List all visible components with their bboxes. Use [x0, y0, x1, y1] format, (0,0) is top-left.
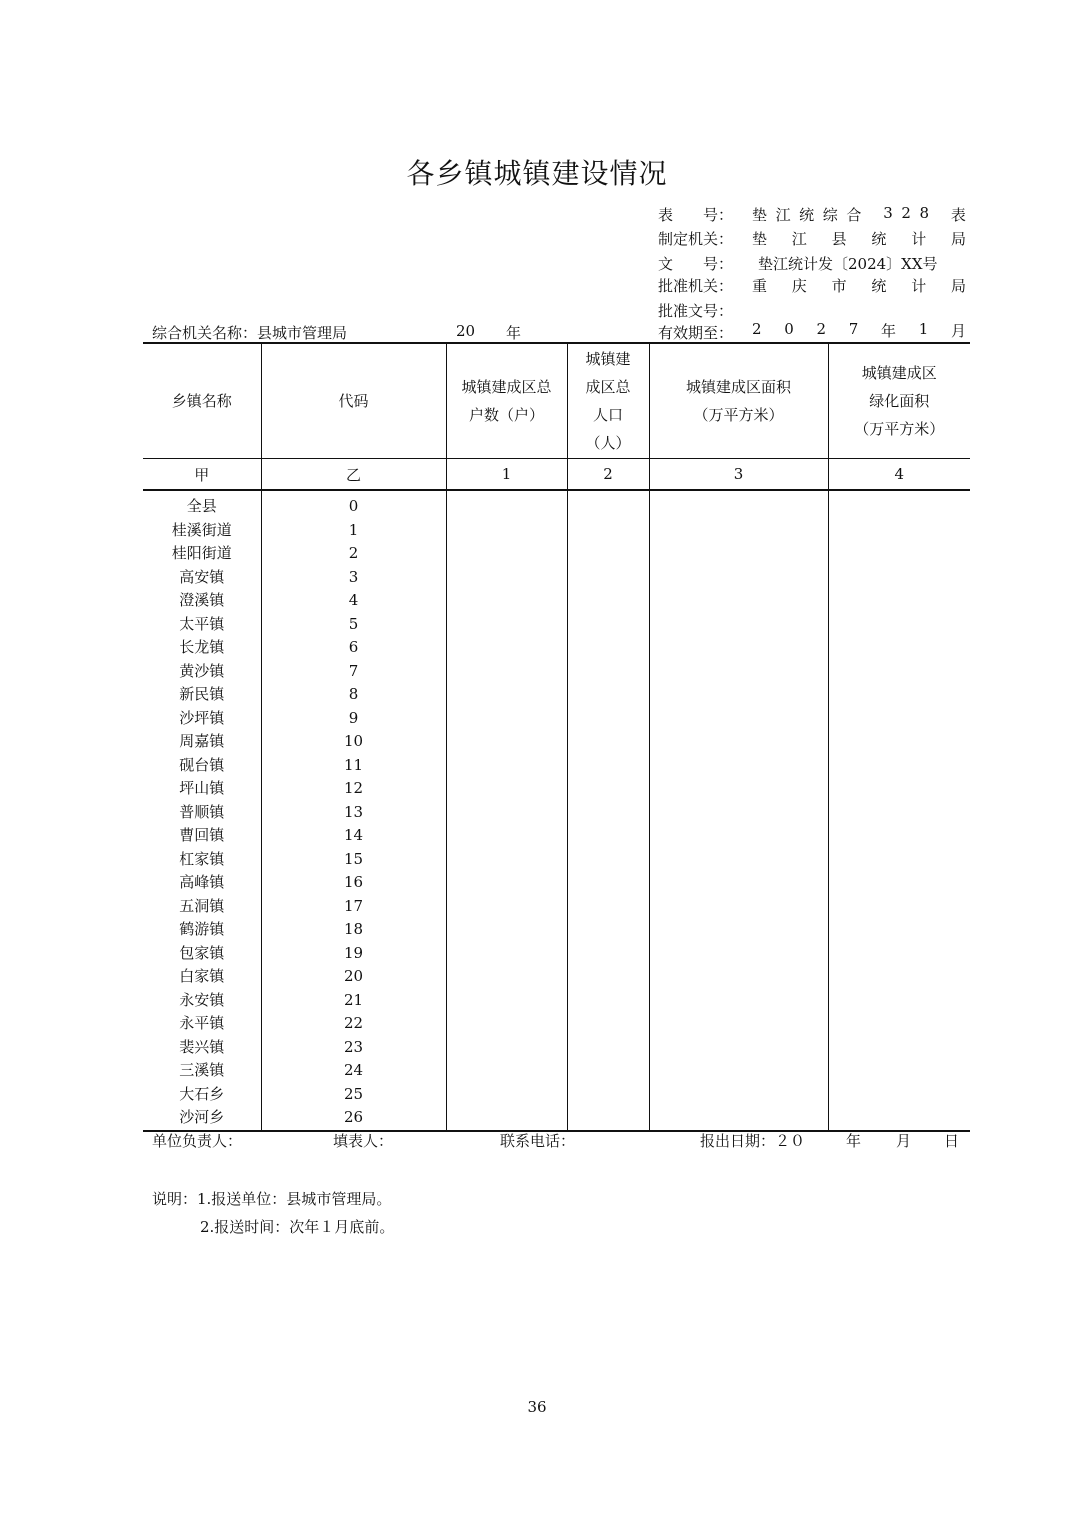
data-cell [649, 1083, 828, 1107]
header-line: 户数（户） [468, 406, 544, 424]
table-body [143, 490, 970, 1131]
data-cell [446, 566, 567, 590]
form-no-char: 江 [775, 206, 791, 224]
approver-label: 批准机关： [658, 277, 734, 295]
township-name: 永安镇 [179, 990, 225, 1009]
township-code: 17 [261, 895, 446, 919]
form-no-char: 2 [901, 204, 911, 222]
data-cell [446, 1012, 567, 1036]
note-line-2: 2.报送时间：次年１月底前。 [200, 1218, 395, 1236]
township-name: 砚台镇 [179, 755, 225, 774]
township-name: 鹤游镇 [179, 920, 225, 938]
data-cell [828, 754, 970, 778]
valid-char: 2 [816, 320, 827, 338]
data-cell [649, 989, 828, 1013]
township-name: 太平镇 [179, 614, 225, 633]
data-cell [828, 1059, 970, 1083]
data-cell [649, 490, 828, 519]
township-code: 24 [261, 1059, 446, 1083]
data-cell [828, 613, 970, 637]
header-line: 人口 [592, 406, 623, 424]
data-cell [567, 589, 649, 613]
footer-month: 月 [896, 1132, 912, 1150]
maker-char: 江 [791, 230, 807, 248]
data-cell [649, 566, 828, 590]
data-cell [446, 871, 567, 895]
header-households [446, 343, 567, 459]
header-line: 城镇建成区总 [461, 378, 552, 396]
data-cell [446, 589, 567, 613]
maker-value [752, 228, 966, 249]
data-cell [649, 871, 828, 895]
data-cell [446, 683, 567, 707]
header-line: 城镇建 [585, 350, 631, 368]
doc-no-label: 文 号： [658, 255, 734, 273]
data-cell [567, 801, 649, 825]
data-cell [828, 848, 970, 872]
approver-char: 局 [950, 277, 966, 295]
data-cell [446, 777, 567, 801]
data-cell [446, 801, 567, 825]
data-cell [828, 683, 970, 707]
data-cell [567, 942, 649, 966]
data-cell [567, 613, 649, 637]
township-code: 7 [261, 660, 446, 684]
data-cell [446, 989, 567, 1013]
table-row [143, 613, 970, 637]
data-cell [567, 895, 649, 919]
table-row [143, 801, 970, 825]
township-code: 2 [261, 542, 446, 566]
footer-day: 日 [944, 1132, 960, 1150]
table-row [143, 1012, 970, 1036]
data-cell [649, 1036, 828, 1060]
footer-phone: 联系电话： [500, 1132, 576, 1150]
header-area [649, 343, 828, 459]
header-population [567, 343, 649, 459]
data-cell [649, 942, 828, 966]
data-cell [567, 636, 649, 660]
table-row [143, 777, 970, 801]
data-cell [649, 754, 828, 778]
data-table [143, 342, 970, 1132]
data-cell [567, 519, 649, 543]
index-cell: 4 [828, 459, 970, 491]
form-no-char: 合 [846, 206, 862, 224]
approver-char: 庆 [791, 277, 807, 295]
township-name: 桂阳街道 [171, 544, 232, 562]
approver-char: 重 [752, 277, 768, 295]
data-cell [567, 683, 649, 707]
township-code: 10 [261, 730, 446, 754]
township-name: 新民镇 [179, 685, 225, 703]
form-no-char [938, 204, 943, 225]
data-cell [446, 965, 567, 989]
township-name: 高安镇 [179, 567, 225, 586]
township-code: 23 [261, 1036, 446, 1060]
index-row [143, 459, 970, 491]
table-row [143, 519, 970, 543]
approver-char: 计 [911, 277, 927, 295]
township-code: 15 [261, 848, 446, 872]
table-row [143, 636, 970, 660]
data-cell [567, 707, 649, 731]
data-cell [567, 965, 649, 989]
index-cell: 甲 [143, 459, 261, 491]
table-row [143, 660, 970, 684]
data-cell [446, 895, 567, 919]
approval-no-label: 批准文号： [658, 302, 734, 320]
township-code: 19 [261, 942, 446, 966]
form-no-value [752, 204, 966, 225]
data-cell [567, 871, 649, 895]
header-green-area [828, 343, 970, 459]
table-row [143, 895, 970, 919]
header-line: 城镇建成区 [861, 364, 937, 382]
township-name: 普顺镇 [179, 802, 225, 821]
page-number: 36 [527, 1398, 547, 1416]
data-cell [649, 918, 828, 942]
data-cell [828, 777, 970, 801]
data-cell [446, 918, 567, 942]
data-cell [828, 636, 970, 660]
table-row [143, 490, 970, 519]
township-name: 白家镇 [179, 967, 225, 985]
data-cell [828, 542, 970, 566]
data-cell [828, 918, 970, 942]
maker-char: 局 [950, 230, 966, 248]
meta-block [0, 0, 1074, 340]
data-cell [567, 1012, 649, 1036]
township-name: 永平镇 [179, 1014, 225, 1032]
data-cell [649, 636, 828, 660]
table-row [143, 942, 970, 966]
table-row [143, 989, 970, 1013]
township-code: 14 [261, 824, 446, 848]
data-cell [828, 1083, 970, 1107]
township-code: 26 [261, 1106, 446, 1131]
township-name: 大石乡 [179, 1084, 225, 1103]
valid-char: 2 [752, 320, 762, 338]
header-line: 乡镇名称 [171, 392, 232, 410]
maker-char: 县 [831, 230, 847, 248]
township-code: 21 [261, 989, 446, 1013]
approver-value [752, 275, 966, 296]
data-cell [828, 1036, 970, 1060]
form-no-char: 综 [822, 206, 838, 224]
data-cell [567, 490, 649, 519]
table-row [143, 707, 970, 731]
table-row [143, 824, 970, 848]
township-code: 6 [261, 636, 446, 660]
data-cell [828, 801, 970, 825]
township-name: 全县 [186, 497, 217, 515]
data-cell [828, 660, 970, 684]
data-cell [649, 613, 828, 637]
township-code: 25 [261, 1083, 446, 1107]
valid-char: 年 [881, 322, 897, 340]
data-cell [828, 1012, 970, 1036]
data-cell [446, 542, 567, 566]
data-cell [567, 1106, 649, 1131]
table-row [143, 848, 970, 872]
form-no-char: 统 [799, 206, 815, 224]
township-code: 8 [261, 683, 446, 707]
table-row [143, 918, 970, 942]
data-cell [446, 942, 567, 966]
maker-char: 统 [871, 230, 887, 248]
data-cell [446, 848, 567, 872]
data-cell [649, 824, 828, 848]
valid-char: 月 [950, 322, 966, 340]
township-name: 桂溪街道 [171, 520, 232, 539]
form-no-char: 表 [950, 206, 966, 224]
index-cell: 3 [649, 459, 828, 491]
township-name: 裴兴镇 [179, 1037, 225, 1056]
header-line: 成区总 [585, 378, 631, 396]
data-cell [828, 589, 970, 613]
table-row [143, 1059, 970, 1083]
data-cell [828, 730, 970, 754]
table-row [143, 1106, 970, 1131]
page-title: 各乡镇城镇建设情况 [406, 157, 668, 190]
header-line: 城镇建成区面积 [685, 378, 791, 396]
data-cell [446, 613, 567, 637]
township-name: 黄沙镇 [179, 661, 225, 680]
header-line: 代码 [338, 392, 369, 410]
table-row [143, 566, 970, 590]
header-line: （万平方米） [854, 420, 945, 438]
data-cell [446, 636, 567, 660]
form-no-char: 8 [919, 204, 929, 222]
data-cell [446, 824, 567, 848]
header-code [261, 343, 446, 459]
data-cell [567, 824, 649, 848]
valid-char: 7 [848, 320, 859, 338]
data-cell [567, 730, 649, 754]
index-cell: 1 [446, 459, 567, 491]
data-cell [828, 942, 970, 966]
township-code: 5 [261, 613, 446, 637]
table-row [143, 542, 970, 566]
data-cell [828, 1106, 970, 1131]
township-name: 周嘉镇 [179, 732, 225, 750]
approver-char: 市 [831, 277, 847, 295]
data-cell [649, 965, 828, 989]
township-name: 包家镇 [179, 943, 225, 962]
doc-no-value: 垫江统计发〔2024〕XX号 [758, 255, 938, 273]
footer-filler: 填表人： [333, 1132, 394, 1150]
data-cell [567, 1083, 649, 1107]
data-cell [649, 519, 828, 543]
township-name: 沙坪镇 [179, 708, 225, 727]
data-cell [567, 1036, 649, 1060]
report-year-word: 年 [506, 324, 522, 342]
data-cell [567, 989, 649, 1013]
data-cell [446, 1059, 567, 1083]
township-name: 沙河乡 [143, 1106, 261, 1131]
table-row [143, 965, 970, 989]
header-line: （人） [585, 434, 631, 452]
data-cell [567, 918, 649, 942]
table-row [143, 730, 970, 754]
footer-leader: 单位负责人： [152, 1132, 243, 1150]
data-cell [828, 490, 970, 519]
township-name: 杠家镇 [179, 849, 225, 868]
data-cell [446, 490, 567, 519]
data-cell [649, 542, 828, 566]
data-cell [446, 730, 567, 754]
data-cell [446, 1106, 567, 1131]
data-cell [828, 895, 970, 919]
table-row [143, 1083, 970, 1107]
data-cell [828, 989, 970, 1013]
data-cell [649, 660, 828, 684]
data-cell [828, 707, 970, 731]
township-code: 11 [261, 754, 446, 778]
form-no-char [870, 204, 875, 225]
township-code: 3 [261, 566, 446, 590]
township-name: 长龙镇 [179, 638, 225, 656]
valid-char: 1 [918, 320, 929, 338]
valid-char: 0 [784, 320, 794, 338]
township-code: 4 [261, 589, 446, 613]
index-cell: 2 [567, 459, 649, 491]
form-no-label: 表 号： [658, 206, 734, 224]
township-name: 三溪镇 [179, 1061, 225, 1079]
data-cell [446, 660, 567, 684]
township-code: 13 [261, 801, 446, 825]
header-township [143, 343, 261, 459]
data-cell [446, 519, 567, 543]
data-cell [828, 965, 970, 989]
data-cell [649, 1106, 828, 1131]
township-code: 20 [261, 965, 446, 989]
township-code: 16 [261, 871, 446, 895]
data-cell [828, 824, 970, 848]
data-cell [446, 1083, 567, 1107]
valid-label: 有效期至： [658, 324, 734, 342]
data-cell [567, 1059, 649, 1083]
header-line: （万平方米） [693, 406, 784, 424]
data-cell [649, 683, 828, 707]
data-cell [649, 895, 828, 919]
data-cell [649, 707, 828, 731]
footer-date-label: 报出日期：２０ [700, 1132, 806, 1150]
table-row [143, 589, 970, 613]
data-cell [649, 589, 828, 613]
data-cell [649, 1059, 828, 1083]
valid-value [752, 320, 966, 341]
township-code: 0 [261, 490, 446, 519]
township-code: 12 [261, 777, 446, 801]
table-row [143, 683, 970, 707]
org-name: 综合机关名称：县城市管理局 [152, 324, 348, 342]
data-cell [649, 730, 828, 754]
township-code: 18 [261, 918, 446, 942]
data-cell [567, 566, 649, 590]
data-cell [567, 777, 649, 801]
data-cell [446, 707, 567, 731]
data-cell [567, 542, 649, 566]
table-row [143, 754, 970, 778]
township-code: 1 [261, 519, 446, 543]
header-row [143, 343, 970, 459]
maker-char: 计 [911, 230, 927, 248]
form-no-char: 垫 [752, 206, 768, 224]
maker-char: 垫 [752, 230, 768, 248]
header-line: 绿化面积 [869, 392, 930, 410]
approver-char: 统 [871, 277, 887, 295]
data-cell [649, 1012, 828, 1036]
township-code: 22 [261, 1012, 446, 1036]
township-name: 坪山镇 [179, 779, 225, 797]
note-line-1: 说明：1.报送单位：县城市管理局。 [152, 1190, 392, 1208]
township-name: 高峰镇 [179, 873, 225, 891]
data-cell [649, 848, 828, 872]
data-cell [567, 660, 649, 684]
index-cell: 乙 [261, 459, 446, 491]
table-row [143, 871, 970, 895]
data-cell [446, 754, 567, 778]
township-code: 9 [261, 707, 446, 731]
data-cell [649, 777, 828, 801]
footer-year: 年 [846, 1132, 862, 1150]
data-cell [446, 1036, 567, 1060]
data-cell [567, 754, 649, 778]
data-cell [828, 871, 970, 895]
data-cell [828, 519, 970, 543]
data-cell [567, 848, 649, 872]
data-cell [828, 566, 970, 590]
maker-label: 制定机关： [658, 230, 734, 248]
report-year-prefix: 20 [456, 322, 476, 340]
township-name: 澄溪镇 [179, 591, 225, 609]
data-cell [649, 801, 828, 825]
township-name: 五洞镇 [179, 896, 225, 915]
table-row [143, 1036, 970, 1060]
form-no-char: 3 [883, 204, 893, 222]
township-name: 曹回镇 [179, 826, 225, 844]
